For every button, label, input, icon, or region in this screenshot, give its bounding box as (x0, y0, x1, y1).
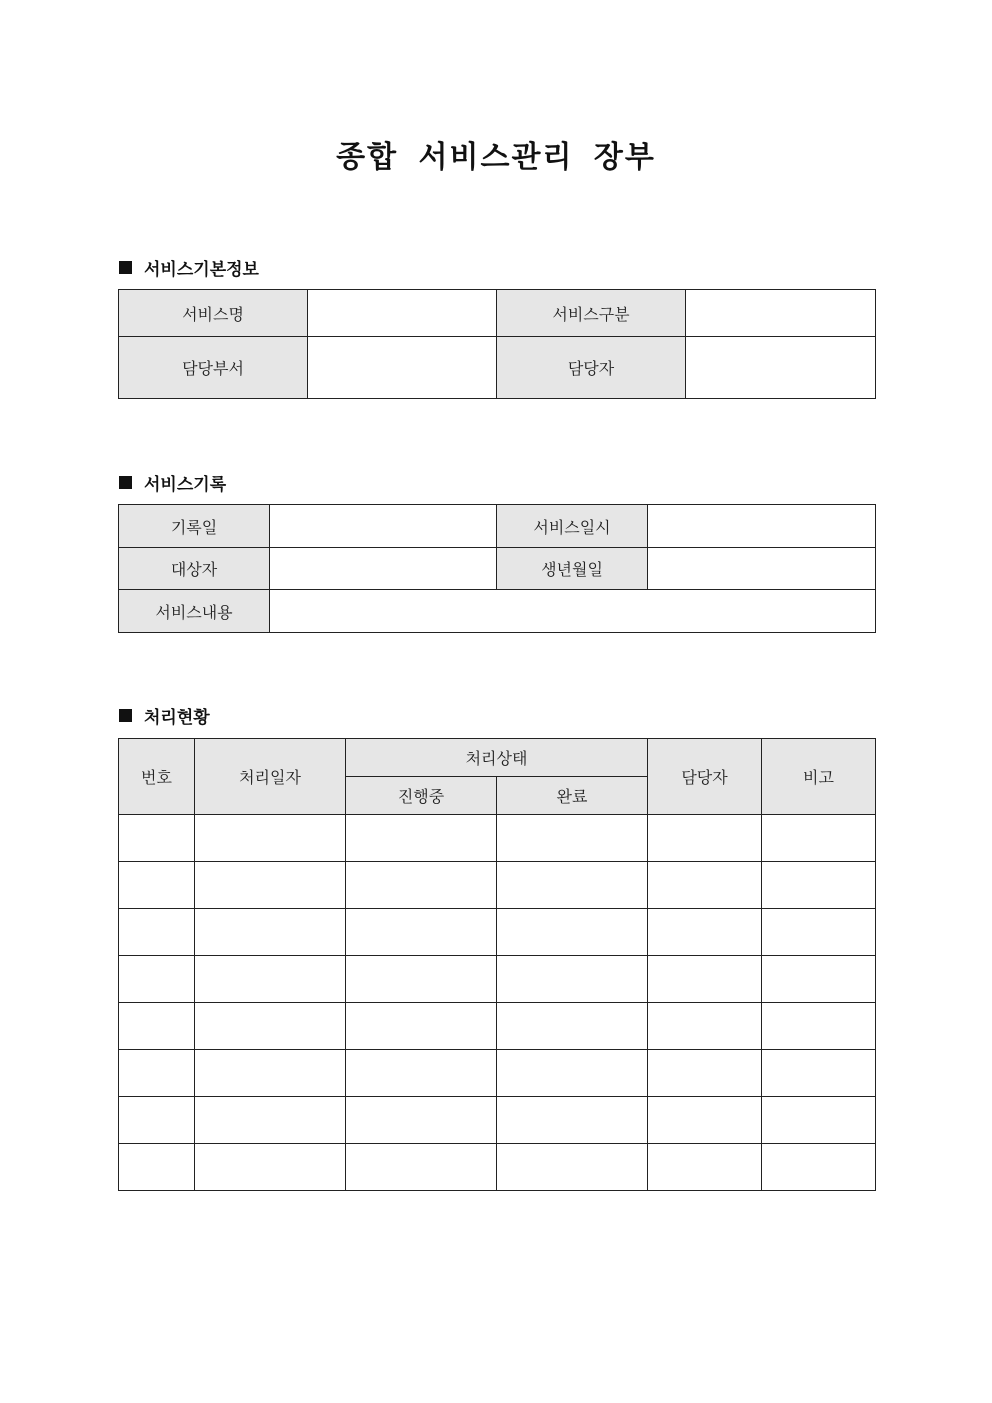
done-cell[interactable] (497, 1050, 648, 1097)
number-cell[interactable] (119, 815, 195, 862)
status-rows (119, 815, 876, 1191)
note-cell[interactable] (762, 1050, 876, 1097)
note-cell[interactable] (762, 862, 876, 909)
date-cell[interactable] (195, 1097, 346, 1144)
date-cell[interactable] (195, 909, 346, 956)
service-datetime-label: 서비스일시 (497, 505, 648, 548)
header-manager: 담당자 (648, 739, 762, 815)
table-row (119, 1097, 876, 1144)
number-cell[interactable] (119, 1144, 195, 1191)
manager-cell[interactable] (648, 862, 762, 909)
manager-cell[interactable] (648, 1097, 762, 1144)
table-row (119, 1050, 876, 1097)
manager-cell[interactable] (648, 815, 762, 862)
basic-info-table (118, 289, 876, 399)
manager-label: 담당자 (497, 337, 686, 399)
number-cell[interactable] (119, 909, 195, 956)
table-row (119, 956, 876, 1003)
in-progress-cell[interactable] (346, 1050, 497, 1097)
done-cell[interactable] (497, 909, 648, 956)
note-cell[interactable] (762, 1144, 876, 1191)
manager-field[interactable] (686, 337, 876, 399)
section-heading-processing-status (119, 703, 210, 728)
done-cell[interactable] (497, 1097, 648, 1144)
processing-status-table (118, 738, 876, 1191)
section-heading-basic-info (119, 255, 259, 280)
manager-cell[interactable] (648, 1144, 762, 1191)
in-progress-cell[interactable] (346, 862, 497, 909)
section-heading-label: 처리현황 (144, 708, 210, 728)
in-progress-cell[interactable] (346, 815, 497, 862)
in-progress-cell[interactable] (346, 909, 497, 956)
department-label: 담당부서 (119, 337, 308, 399)
in-progress-cell[interactable] (346, 1003, 497, 1050)
header-process-date: 처리일자 (195, 739, 346, 815)
service-content-label: 서비스내용 (119, 590, 270, 633)
number-cell[interactable] (119, 862, 195, 909)
manager-cell[interactable] (648, 909, 762, 956)
square-bullet-icon (119, 261, 132, 274)
square-bullet-icon (119, 709, 132, 722)
table-row (119, 815, 876, 862)
header-done: 완료 (497, 777, 648, 815)
number-cell[interactable] (119, 1050, 195, 1097)
table-row (119, 909, 876, 956)
target-field[interactable] (270, 548, 497, 590)
number-cell[interactable] (119, 1097, 195, 1144)
header-process-state: 처리상태 (346, 739, 648, 777)
service-record-table (118, 504, 876, 633)
birthdate-field[interactable] (648, 548, 876, 590)
in-progress-cell[interactable] (346, 1097, 497, 1144)
table-row (119, 1144, 876, 1191)
header-number: 번호 (119, 739, 195, 815)
note-cell[interactable] (762, 815, 876, 862)
number-cell[interactable] (119, 956, 195, 1003)
target-label: 대상자 (119, 548, 270, 590)
service-content-field[interactable] (270, 590, 876, 633)
in-progress-cell[interactable] (346, 1144, 497, 1191)
number-cell[interactable] (119, 1003, 195, 1050)
manager-cell[interactable] (648, 956, 762, 1003)
done-cell[interactable] (497, 956, 648, 1003)
note-cell[interactable] (762, 956, 876, 1003)
manager-cell[interactable] (648, 1003, 762, 1050)
page-title: 종합 서비스관리 장부 (336, 140, 656, 175)
done-cell[interactable] (497, 862, 648, 909)
record-date-label: 기록일 (119, 505, 270, 548)
section-heading-label: 서비스기본정보 (144, 260, 259, 280)
date-cell[interactable] (195, 956, 346, 1003)
note-cell[interactable] (762, 909, 876, 956)
service-name-label: 서비스명 (119, 290, 308, 337)
department-field[interactable] (308, 337, 497, 399)
in-progress-cell[interactable] (346, 956, 497, 1003)
square-bullet-icon (119, 476, 132, 489)
record-date-field[interactable] (270, 505, 497, 548)
note-cell[interactable] (762, 1097, 876, 1144)
manager-cell[interactable] (648, 1050, 762, 1097)
note-cell[interactable] (762, 1003, 876, 1050)
table-row (119, 1003, 876, 1050)
done-cell[interactable] (497, 1144, 648, 1191)
date-cell[interactable] (195, 1003, 346, 1050)
header-note: 비고 (762, 739, 876, 815)
date-cell[interactable] (195, 862, 346, 909)
section-heading-service-record (119, 470, 226, 495)
table-row (119, 862, 876, 909)
section-heading-label: 서비스기록 (144, 475, 227, 495)
service-name-field[interactable] (308, 290, 497, 337)
date-cell[interactable] (195, 1144, 346, 1191)
service-datetime-field[interactable] (648, 505, 876, 548)
date-cell[interactable] (195, 815, 346, 862)
service-type-label: 서비스구분 (497, 290, 686, 337)
done-cell[interactable] (497, 1003, 648, 1050)
header-in-progress: 진행중 (346, 777, 497, 815)
service-type-field[interactable] (686, 290, 876, 337)
date-cell[interactable] (195, 1050, 346, 1097)
done-cell[interactable] (497, 815, 648, 862)
birthdate-label: 생년월일 (497, 548, 648, 590)
